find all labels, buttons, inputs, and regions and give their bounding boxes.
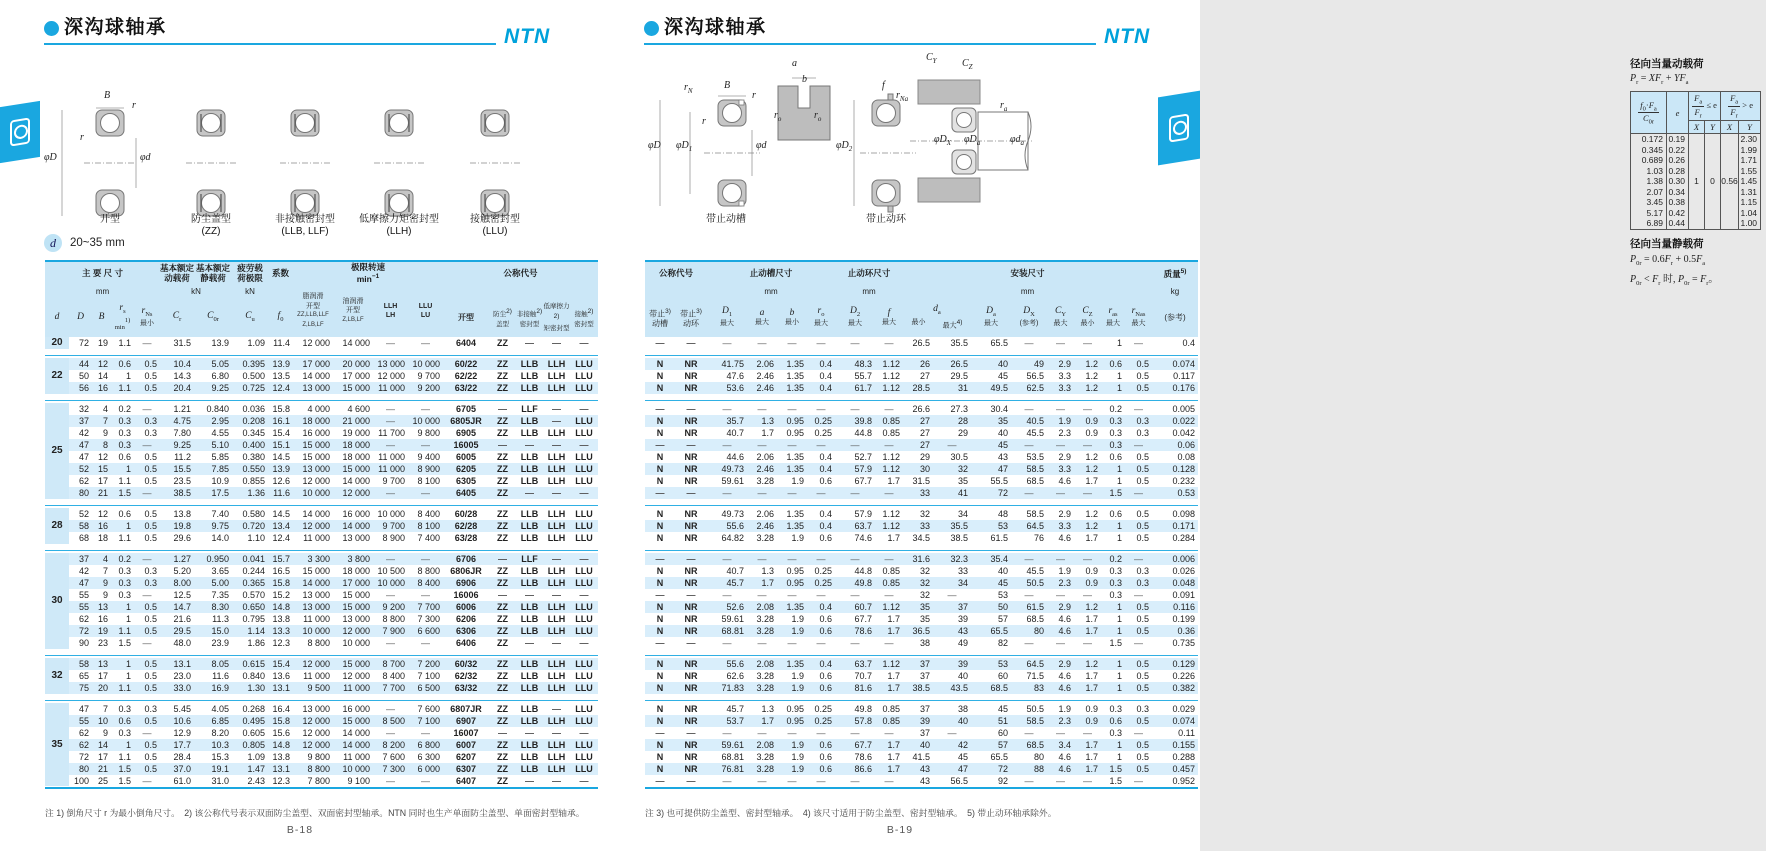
table-row: N NR 40.7 1.3 0.95 0.25 44.8 0.85 32 33 40 45.5 1.9 0.9 0.3 0.3 0.026 [656, 566, 1195, 576]
figure-caption: 带止动槽 [706, 214, 746, 225]
load-factor-row: 0.172 0.19 1 0 0.56 2.30 [1631, 134, 1761, 145]
table-row: 55 10 0.6 0.5 10.6 6.85 0.495 15.8 12 000 15 000 8 500 7 100 6907 ZZ LLB LLH LLU [45, 715, 598, 727]
figure-groove-detail [772, 58, 836, 158]
table-row: 90 23 1.5 — 48.0 23.9 1.86 12.3 8 800 10 000 — — 6406 ZZ — — — [78, 638, 589, 648]
table-row: 28 52 12 0.6 0.5 13.8 7.40 0.580 14.5 14 000 16 000 10 000 8 400 60/28 ZZ LLB LLH LLU [45, 508, 598, 520]
header-row: 公称代号 止动槽尺寸 止动环尺寸 安装尺寸 质量$^{5)}$ [645, 261, 1198, 285]
group-separator [645, 394, 1198, 403]
table-row: 72 17 1.1 0.5 28.4 15.3 1.09 13.8 9 800 11 000 7 600 6 300 6207 ZZ LLB LLH LLU [78, 752, 593, 762]
dim-label-r: r [752, 90, 756, 101]
section-bullet-icon [644, 21, 659, 36]
equivalent-load-block [1630, 56, 1766, 287]
group-separator [645, 649, 1198, 658]
table-row: N NR 40.7 1.7 0.95 0.25 44.8 0.85 27 29 40 45.5 2.3 0.9 0.3 0.3 0.042 [656, 428, 1195, 438]
chapter-tab [1158, 91, 1200, 166]
table-row: N NR 59.61 3.28 1.9 0.6 67.7 1.7 31.5 35 55.5 68.5 4.6 1.7 1 0.5 0.232 [656, 476, 1195, 486]
bearing-icon [10, 117, 30, 146]
dim-label-CY: $C_Y$ [926, 52, 937, 65]
table-row: — — — — — — — — 26.6 27.3 30.4 — — — 0.2 — 0.005 [655, 404, 1195, 414]
table-row: 62 17 1.1 0.5 23.5 10.9 0.855 12.6 12 000 14 000 9 700 8 100 6305 ZZ LLB LLH LLU [78, 476, 593, 486]
table-row: N NR 52.6 2.08 1.35 0.4 60.7 1.12 35 37 50 61.5 2.9 1.2 1 0.5 0.116 [645, 601, 1198, 613]
table-row: 62 14 1 0.5 17.7 10.3 0.805 14.8 12 000 14 000 8 200 6 800 6007 ZZ LLB LLH LLU [45, 739, 598, 751]
table-row: N NR 64.82 3.28 1.9 0.6 74.6 1.7 34.5 38.5 61.5 76 4.6 1.7 1 0.5 0.284 [656, 533, 1195, 543]
bore-diameter-value: 35 [51, 739, 63, 750]
title-rule [44, 43, 496, 45]
page-b19 [600, 0, 1758, 851]
table-row: N NR 44.6 2.06 1.35 0.4 52.7 1.12 29 30.5 43 53.5 2.9 1.2 0.6 0.5 0.08 [656, 452, 1195, 462]
group-separator [45, 544, 598, 553]
figure-caption: 低摩擦力矩密封型 (LLH) [359, 214, 439, 237]
table-row: 22 44 12 0.6 0.5 10.4 5.05 0.395 13.9 17 000 20 000 13 000 10 000 60/22 ZZ LLB LLH LLU [45, 358, 598, 370]
table-row: 20 72 19 1.1 — 31.5 13.9 1.09 11.4 12 000 14 000 — — 6404 ZZ — — — [45, 337, 598, 349]
table-row: 47 12 0.6 0.5 11.2 5.85 0.380 14.5 15 000 18 000 11 000 9 400 6005 ZZ LLB LLH LLU [78, 452, 593, 462]
dim-label-rNa: $r_{Na}$ [896, 90, 909, 103]
table-row: 72 19 1.1 0.5 29.5 15.0 1.14 13.3 10 000 12 000 7 900 6 600 6306 ZZ LLB LLH LLU [45, 625, 598, 637]
chapter-tab [0, 101, 40, 163]
bearing-drawing [44, 102, 172, 220]
dim-label-r: r [80, 132, 84, 143]
table-row: N NR 53.6 2.46 1.35 0.4 61.7 1.12 28.5 31 49.5 62.5 3.3 1.2 1 0.5 0.176 [645, 382, 1198, 394]
load-factor-row: 2.07 0.34 1.31 [1631, 187, 1761, 198]
dim-label-phiDX: $\varphi D_X$ [934, 134, 952, 147]
ntn-logo: NTN [1104, 25, 1151, 48]
table-row: N NR 71.83 3.28 1.9 0.6 81.6 1.7 38.5 43.5 68.5 83 4.6 1.7 1 0.5 0.382 [645, 682, 1198, 694]
table-row: N NR 53.7 1.7 0.95 0.25 57.8 0.85 39 40 51 58.5 2.3 0.9 0.6 0.5 0.074 [645, 715, 1198, 727]
table-row: 42 9 0.3 0.3 7.80 4.55 0.345 15.4 16 000 19 000 11 700 9 800 6905 ZZ LLB LLH LLU [78, 428, 593, 438]
table-row: N NR 45.7 1.7 0.95 0.25 49.8 0.85 32 34 45 50.5 2.3 0.9 0.3 0.3 0.048 [645, 577, 1198, 589]
table-row: N NR 59.61 2.08 1.9 0.6 67.7 1.7 40 42 57 68.5 3.4 1.7 1 0.5 0.155 [645, 739, 1198, 751]
group-separator [45, 394, 598, 403]
group-separator [645, 694, 1198, 703]
table-row: 52 15 1 0.5 15.5 7.85 0.550 13.9 13 000 15 000 11 000 8 900 6205 ZZ LLB LLH LLU [45, 463, 598, 475]
dim-label-phiDa: $\varphi D_a$ [964, 134, 981, 147]
bore-range-chip [44, 234, 125, 252]
dim-label-phid: φd [756, 140, 767, 151]
table-row: 62 16 1 0.5 21.6 11.3 0.795 13.8 11 000 13 000 8 800 7 300 6206 ZZ LLB LLH LLU [78, 614, 593, 624]
table-row: 56 16 1.1 0.5 20.4 9.25 0.725 12.4 13 000 15 000 11 000 9 200 63/22 ZZ LLB LLH LLU [45, 382, 598, 394]
table-row: 25 32 4 0.2 — 1.21 0.840 0.036 15.8 4 000 4 600 — — 6705 — LLF — — [45, 403, 598, 415]
group-separator [45, 694, 598, 703]
bore-diameter-value: 25 [51, 445, 63, 456]
figure-mounting [896, 52, 1034, 222]
table-row: 80 21 1.5 — 38.5 17.5 1.36 11.6 10 000 12 000 — — 6405 ZZ — — — [45, 487, 598, 499]
footnote: 注 1) 倒角尺寸 r 为最小倒角尺寸。 2) 该公称代号表示双面防尘盖型、双面密封型轴承。NTN 同时也生产单面防尘盖型、单面密封型轴承。 [45, 808, 585, 818]
bearing-drawing [648, 92, 780, 222]
bearing-dimensions-table [45, 260, 598, 789]
table-row: N NR 45.7 1.3 0.95 0.25 49.8 0.85 37 38 45 50.5 1.9 0.9 0.3 0.3 0.029 [656, 704, 1195, 714]
table-row: 37 7 0.3 0.3 4.75 2.95 0.208 16.1 18 000 21 000 — 10 000 6805JR ZZ LLB — LLU [45, 415, 598, 427]
table-row: 42 7 0.3 0.3 5.20 3.65 0.244 16.5 15 000 18 000 10 500 8 800 6806JR ZZ LLB LLH LLU [78, 566, 593, 576]
figure-caption: 非接触密封型 (LLB, LLF) [275, 214, 335, 237]
footnote: 注 3) 也可提供防尘盖型、密封型轴承。 4) 该尺寸适用于防尘盖型、密封型轴承。 5) 带止动环轴承除外。 [645, 808, 1057, 818]
table-row: 30 37 4 0.2 — 1.27 0.950 0.041 15.7 3 300 3 800 — — 6706 — LLF — — [45, 553, 598, 565]
bearing-drawing [364, 102, 434, 220]
load-factor-row: 3.45 0.38 1.15 [1631, 197, 1761, 208]
dynamic-load-title: 径向当量动载荷 [1630, 58, 1704, 70]
dim-label-phiD: φD [44, 152, 57, 163]
table-row: N NR 68.81 3.28 1.9 0.6 78.6 1.7 41.5 45 65.5 80 4.6 1.7 1 0.5 0.288 [656, 752, 1195, 762]
dim-label-ro: $r_o$ [774, 110, 782, 123]
dim-label-phida: $\varphi d_a$ [1010, 134, 1025, 147]
section-bullet-icon [44, 21, 59, 36]
table-row: N NR 59.61 3.28 1.9 0.6 67.7 1.7 35 39 57 68.5 4.6 1.7 1 0.5 0.199 [656, 614, 1195, 624]
figure-caption: 防尘盖型 (ZZ) [191, 214, 231, 237]
dim-label-rN: $r_N$ [684, 82, 693, 95]
figure-contact-seal-type [460, 90, 530, 240]
table-row: N NR 62.6 3.28 1.9 0.6 70.7 1.7 37 40 60 71.5 4.6 1.7 1 0.5 0.226 [656, 671, 1195, 681]
dim-label-phiD: φD [648, 140, 661, 151]
group-separator [45, 499, 598, 508]
header-row: d D B $r_{s min}^{1)}$ $r_{Ns}$ 最小 $C_r$ $C_{0r}$ $C_u$ $f_0$ 开型 防尘$^{2)}$ 盖型 非接触$^{2)}$ 密封型 低摩擦力$^{2)}$ 矩密封型 接触$^{2)}$ 密封型 [45, 299, 598, 337]
dim-label-CZ: $C_Z$ [962, 58, 973, 71]
figure-caption: 带止动环 [866, 214, 906, 225]
table-row: — — — — — — — — 32 — 53 — — — 0.3 — 0.091 [655, 590, 1195, 600]
table-row: N NR 41.75 2.06 1.35 0.4 48.3 1.12 26 26.5 40 49 2.9 1.2 0.6 0.5 0.074 [645, 358, 1198, 370]
table-row: 47 8 0.3 — 9.25 5.10 0.400 15.1 15 000 18 000 — — 16005 — — — — [45, 439, 598, 451]
table-row: 55 9 0.3 — 12.5 7.35 0.570 15.2 13 000 15 000 — — 16006 — — — — [78, 590, 589, 600]
table-row: 32 58 13 1 0.5 13.1 8.05 0.615 15.4 12 000 15 000 8 700 7 200 60/32 ZZ LLB LLH LLU [45, 658, 598, 670]
table-row: — — — — — — — — 38 49 82 — — — 1.5 — 0.735 [655, 638, 1195, 648]
dim-label-ra: $r_a$ [1000, 100, 1008, 113]
page-number: B-18 [286, 824, 314, 836]
table-row: 47 9 0.3 0.3 8.00 5.00 0.365 15.8 14 000 17 000 10 000 8 400 6906 ZZ LLB LLH LLU [45, 577, 598, 589]
static-load-formula-1: $P_{0r} = 0.6F_r + 0.5F_a$ [1630, 253, 1706, 267]
group-separator [45, 649, 598, 658]
dim-label-phid: φd [140, 152, 151, 163]
page-title: 深沟球轴承 [664, 17, 767, 38]
header-row: 主 要 尺 寸 基本额定 动载荷 基本额定 静载荷 疲劳载 荷极限 系数 极限转速 $\min^{-1}$ 公称代号 [45, 261, 598, 285]
load-factor-row: 6.89 0.44 1.00 [1631, 218, 1761, 229]
table-row: N NR 55.6 2.08 1.35 0.4 63.7 1.12 37 39 53 64.5 2.9 1.2 1 0.5 0.129 [645, 658, 1198, 670]
static-load-title: 径向当量静载荷 [1630, 237, 1704, 250]
dim-label-b: b [802, 74, 807, 85]
bearing-drawing [460, 102, 530, 220]
load-factor-table: $\frac{f_0\cdot F_a}{C_{0r}}$ e $\frac{F_a}{F_r}$ ≤ e $\frac{F_a}{F_r}$ > e X Y X Y 0.172 0.19 1 0 0.56 2.30 0.345 0.22 1.99 0.689 0.26 1.71 1.03 0.28 1.55 1.38 0.30 1.45 2.07 0.34 1.31 3.45 0.38 1.15 5.17 0.42 1.04 6.89 0.44 1.00 [1630, 91, 1761, 230]
figure-snap-ring-groove [648, 80, 780, 230]
header-row: 带止$^{3)}$ 动槽 带止$^{3)}$ 动环 $D_1$ 最大 a 最大 b 最小 $r_o$ 最大 $D_2$ 最大 f 最大 $d_a$ 最小 最大$^{4)}$ $D_a$ 最大 $D_X$ (参考) $C_Y$ 最大 $C_Z$ 最小 $r_{as}$ 最大 $r_{Nas}$ 最大 (参考) [645, 299, 1198, 337]
table-row: N NR 49.73 2.46 1.35 0.4 57.9 1.12 30 32 47 58.5 3.3 1.2 1 0.5 0.128 [645, 463, 1198, 475]
table-row: 62 9 0.3 — 12.9 8.20 0.605 15.6 12 000 14 000 — — 16007 — — — — [78, 728, 589, 738]
table-row: N NR 68.81 3.28 1.9 0.6 78.6 1.7 36.5 43 65.5 80 4.6 1.7 1 0.5 0.36 [645, 625, 1198, 637]
dim-label-phiD2: $\varphi D_2$ [836, 140, 853, 153]
bore-diameter-value: 22 [51, 370, 63, 381]
dim-label-phiD1: $\varphi D_1$ [676, 140, 693, 153]
dim-label-ro: $r_o$ [814, 110, 822, 123]
table-row: 68 18 1.1 0.5 29.6 14.0 1.10 12.4 11 000 13 000 8 900 7 400 63/28 ZZ LLB LLH LLU [78, 533, 593, 543]
load-factor-row: 5.17 0.42 1.04 [1631, 208, 1761, 219]
bore-diameter-value: 20 [51, 337, 63, 348]
table-row: — — — — — — — — 31.6 32.3 35.4 — — — 0.2 — 0.006 [645, 553, 1198, 565]
table-row: — — — — — — — — 33 41 72 — — — 1.5 — 0.53 [645, 487, 1198, 499]
static-load-formula-2: $P_{0r} < F_r$ 时, $P_{0r} = F_r$。 [1630, 273, 1719, 287]
table-row: N NR 49.73 2.06 1.35 0.4 57.9 1.12 32 34 48 58.5 2.9 1.2 0.6 0.5 0.098 [656, 509, 1195, 519]
title-rule [644, 43, 1096, 45]
group-separator [645, 544, 1198, 553]
table-row: — — — — — — — — 43 56.5 92 — — — 1.5 — 0.952 [655, 776, 1195, 786]
bearing-mounting-table [645, 260, 1198, 789]
load-factor-row: 0.345 0.22 1.99 [1631, 145, 1761, 156]
dynamic-load-formula: $P_r = XF_r + YF_a$ [1630, 73, 1689, 86]
header-row: mm kN kN 脂润滑 开型 ZZ,LLB,LLF Z,LB,LF 油润滑 开型 Z,LB,LF LLH LH LLU LU [45, 285, 598, 299]
dim-label-B: B [104, 90, 111, 101]
table-row: — — — — — — — — 27 — 45 — — — 0.3 — 0.06 [645, 439, 1198, 451]
bearing-drawing [176, 102, 246, 220]
dim-label-r: r [132, 100, 136, 111]
table-row: N NR 35.7 1.3 0.95 0.25 39.8 0.85 27 28 35 40.5 1.9 0.9 0.3 0.3 0.022 [645, 415, 1198, 427]
table-row: 58 16 1 0.5 19.8 9.75 0.720 13.4 12 000 14 000 9 700 8 100 62/28 ZZ LLB LLH LLU [45, 520, 598, 532]
page-title: 深沟球轴承 [64, 17, 167, 38]
table-row: — — — — — — — — 26.5 35.5 65.5 — — — 1 — 0.4 [655, 338, 1195, 348]
figure-low-friction-seal-type [359, 90, 439, 240]
bore-range-text: 20~35 mm [70, 237, 125, 249]
group-separator [645, 499, 1198, 508]
load-factor-row: 0.689 0.26 1.71 [1631, 155, 1761, 166]
table-row: N NR 47.6 2.46 1.35 0.4 55.7 1.12 27 29.5 45 56.5 3.3 1.2 1 0.5 0.117 [656, 371, 1195, 381]
header-row: mm mm mm kg [645, 285, 1198, 299]
table-row: N NR 55.6 2.46 1.35 0.4 63.7 1.12 33 35.5 53 64.5 3.3 1.2 1 0.5 0.171 [645, 520, 1198, 532]
bearing-icon [1169, 113, 1189, 142]
table-row: 55 13 1 0.5 14.7 8.30 0.650 14.8 13 000 15 000 9 200 7 700 6006 ZZ LLB LLH LLU [45, 601, 598, 613]
dim-label-r: r [702, 116, 706, 127]
table-row: 80 21 1.5 0.5 37.0 19.1 1.47 13.1 8 800 10 000 7 300 6 000 6307 ZZ LLB LLH LLU [45, 763, 598, 775]
bore-diameter-value: 30 [51, 595, 63, 606]
table-row: 35 47 7 0.3 0.3 5.45 4.05 0.268 16.4 13 000 16 000 — 7 600 6807JR ZZ LLB — LLU [45, 703, 598, 715]
ntn-logo: NTN [504, 25, 551, 48]
table-row: 50 14 1 0.5 14.3 6.80 0.500 13.5 14 000 17 000 12 000 9 700 62/22 ZZ LLB LLH LLU [78, 371, 593, 381]
dim-label-B: B [724, 80, 731, 91]
bore-diameter-value: 28 [51, 520, 63, 531]
load-factor-row: 1.38 0.30 1.45 [1631, 176, 1761, 187]
dim-label-a: a [792, 58, 797, 69]
page-number: B-19 [886, 824, 914, 836]
table-row: 100 25 1.5 — 61.0 31.0 2.43 12.3 7 800 9 100 — — 6407 ZZ — — — [73, 776, 589, 786]
table-row: — — — — — — — — 37 — 60 — — — 0.3 — 0.11 [655, 728, 1195, 738]
bore-diameter-value: 32 [51, 670, 63, 681]
load-factor-row: 1.03 0.28 1.55 [1631, 166, 1761, 177]
figure-open-type [44, 90, 172, 240]
table-row: 65 17 1 0.5 23.0 11.6 0.840 13.6 11 000 12 000 8 400 7 100 62/32 ZZ LLB LLH LLU [78, 671, 593, 681]
group-separator [45, 349, 598, 358]
group-separator [645, 349, 1198, 358]
page-b18 [0, 0, 600, 851]
figure-caption: 开型 [100, 214, 120, 225]
figure-noncontact-seal-type [270, 90, 340, 240]
figure-shield-type [176, 90, 246, 240]
table-row: N NR 76.81 3.28 1.9 0.6 86.6 1.7 43 47 72 88 4.6 1.7 1.5 0.5 0.457 [645, 763, 1198, 775]
figure-caption: 接触密封型 (LLU) [470, 214, 520, 237]
d-symbol: d [44, 234, 62, 252]
static-load-block [1630, 236, 1766, 287]
dim-label-f: f [882, 80, 885, 91]
bearing-drawing [270, 102, 340, 220]
table-row: 75 20 1.1 0.5 33.0 16.9 1.30 13.1 9 500 11 000 7 700 6 500 63/32 ZZ LLB LLH LLU [45, 682, 598, 694]
